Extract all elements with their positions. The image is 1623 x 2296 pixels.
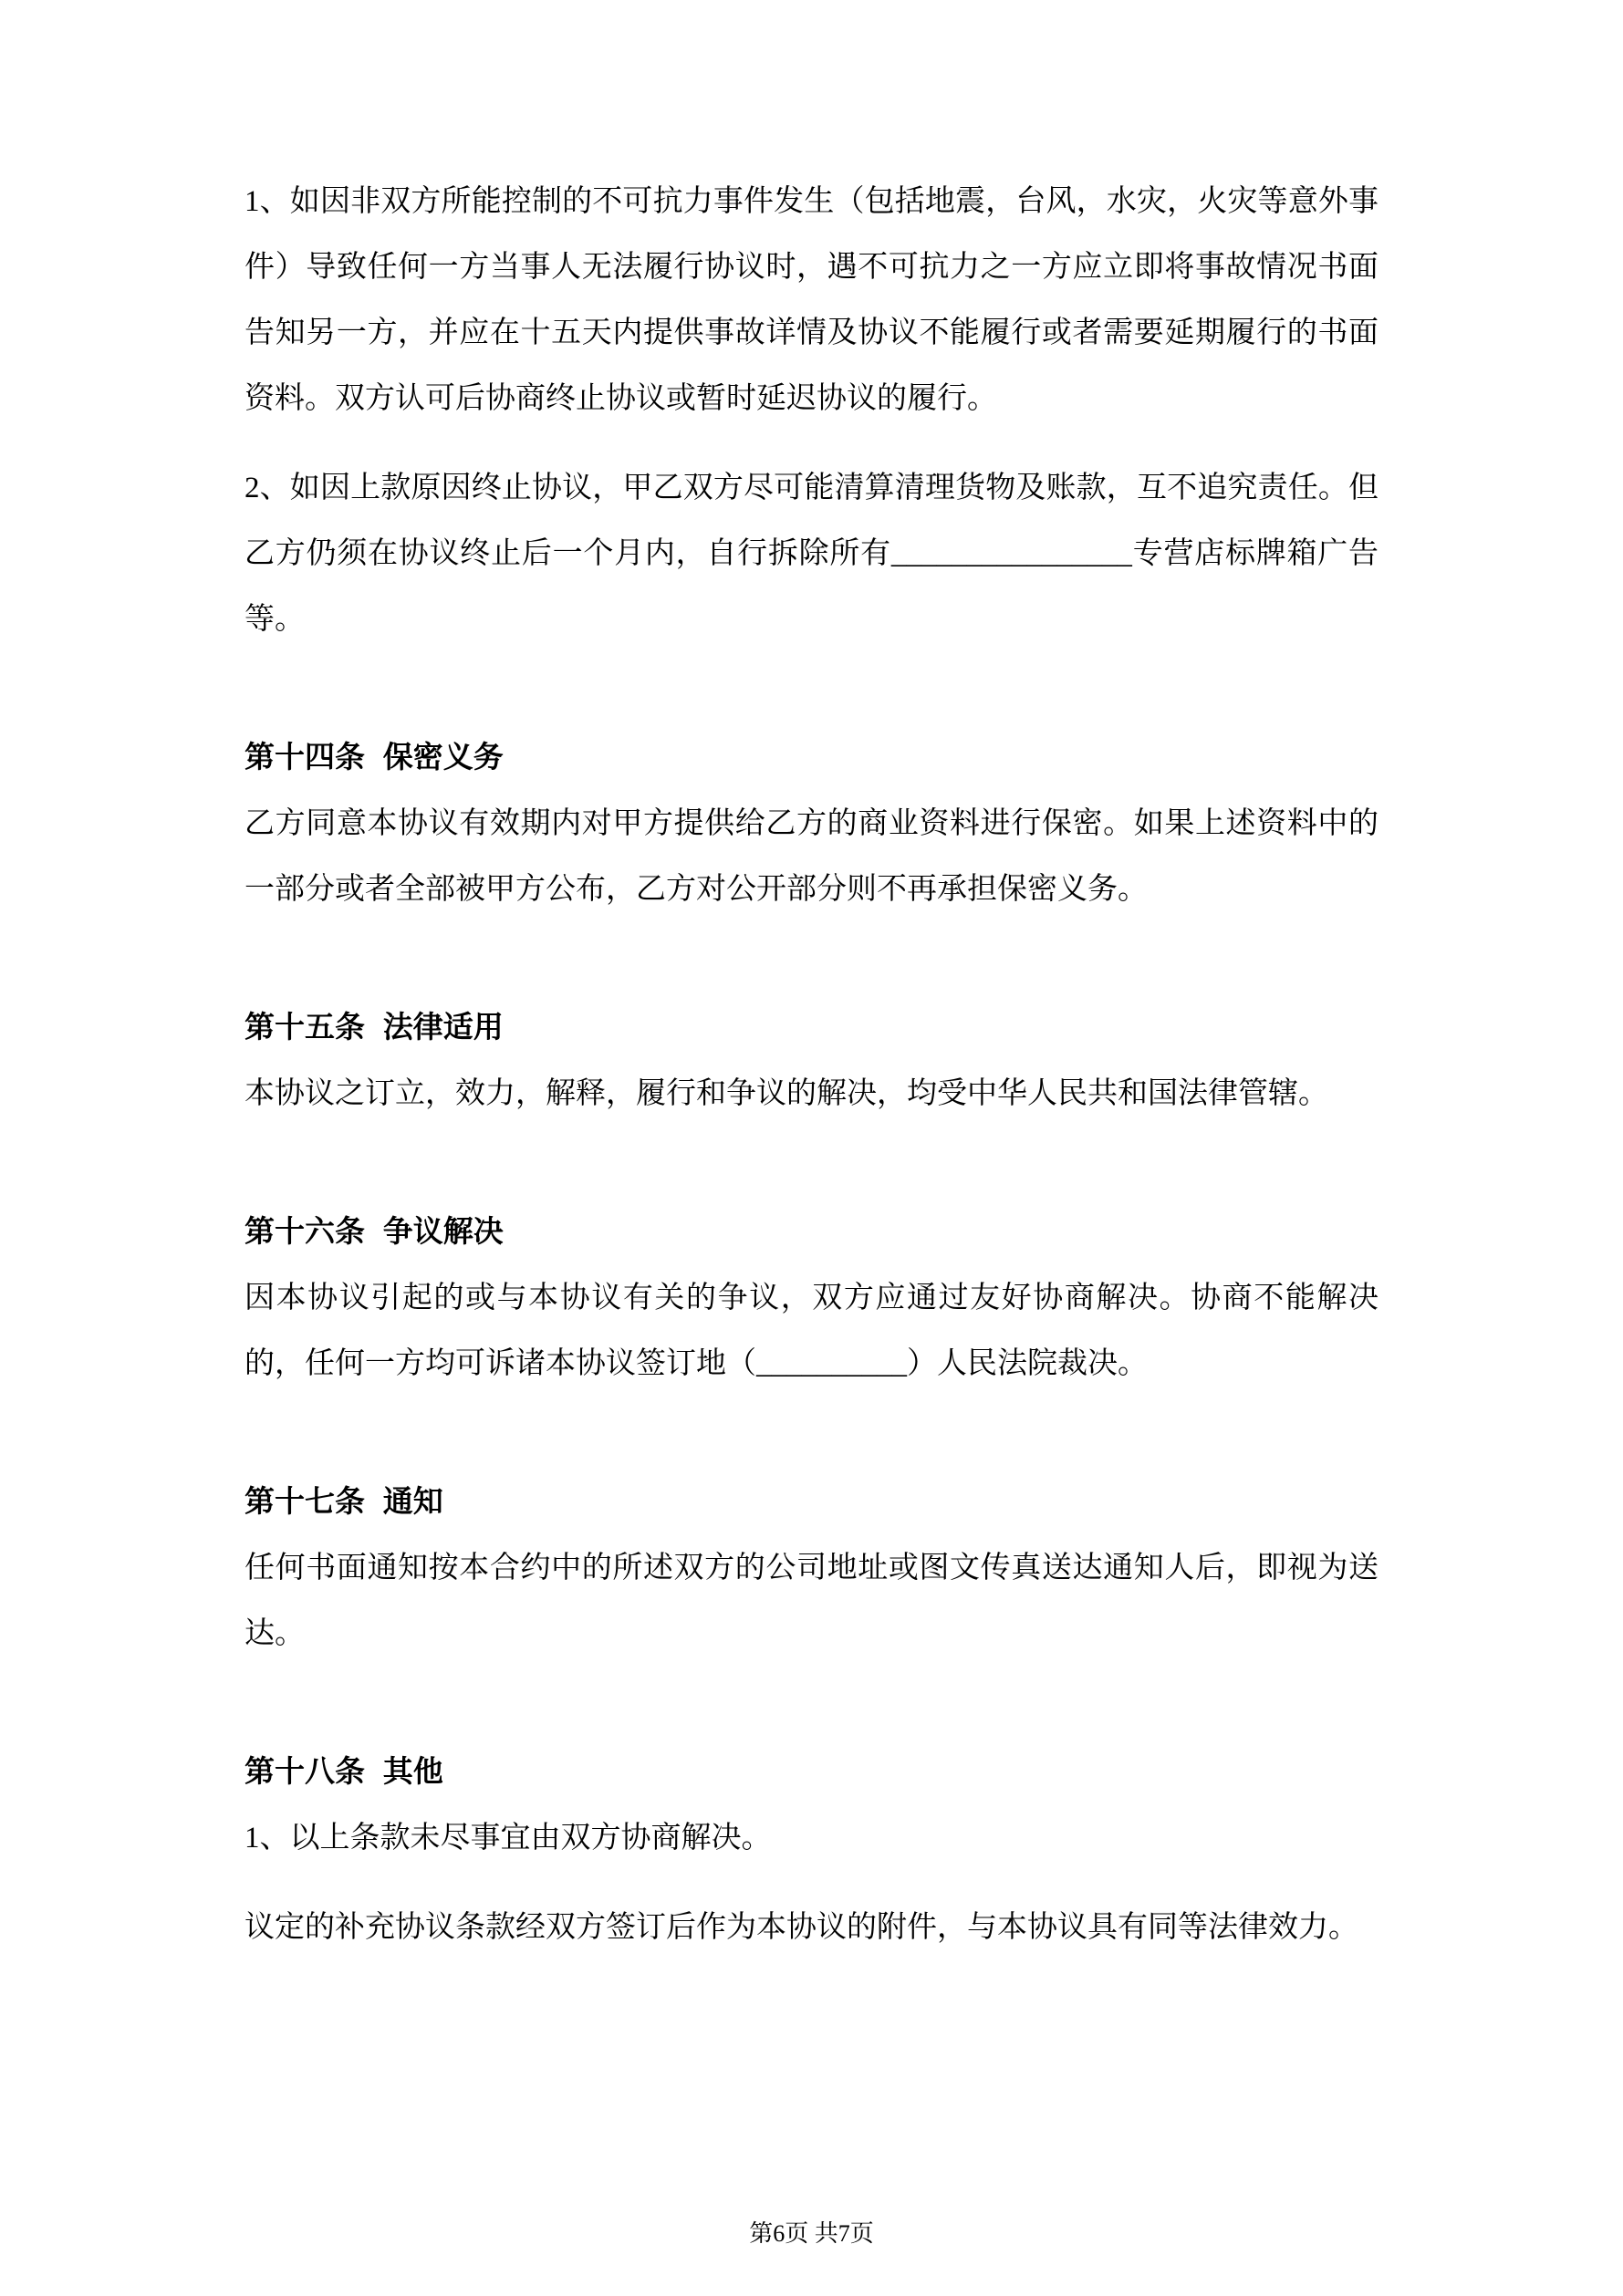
article-number: 第十四条 [244, 742, 365, 774]
article-heading [244, 1470, 1379, 1535]
article-17-notice [244, 1470, 1379, 1667]
article-body-paragraph: 议定的补充协议条款经双方签订后作为本协议的附件，与本协议具有同等法律效力。 [244, 1911, 1358, 1944]
article-number: 第十五条 [244, 1012, 365, 1044]
article-18-miscellaneous [244, 1740, 1379, 1960]
article-heading [244, 1200, 1379, 1265]
article-number: 第十八条 [244, 1756, 365, 1789]
article-heading [244, 1740, 1379, 1805]
article-14-confidentiality [244, 725, 1379, 922]
article-title: 通知 [382, 1486, 443, 1519]
article-body-paragraph: 乙方同意本协议有效期内对甲方提供给乙方的商业资料进行保密。如果上述资料中的一部分或者全部被甲方公布，乙方对公开部分则不再承担保密义务。 [244, 807, 1379, 906]
article-body-paragraph: 任何书面通知按本合约中的所述双方的公司地址或图文传真送达通知人后，即视为送达。 [244, 1552, 1379, 1650]
article-number: 第十七条 [244, 1486, 365, 1519]
article-title: 争议解决 [382, 1216, 504, 1249]
article-number: 第十六条 [244, 1216, 365, 1249]
article-heading [244, 995, 1379, 1061]
article-body-paragraph: 因本协议引起的或与本协议有关的争议，双方应通过友好协商解决。协商不能解决的，任何一方均可诉诸本协议签订地（__________）人民法院裁决。 [244, 1282, 1379, 1380]
article-15-governing-law [244, 995, 1379, 1127]
article-title: 其他 [382, 1756, 443, 1789]
article-body-paragraph: 本协议之订立，效力，解释，履行和争议的解决，均受中华人民共和国法律管辖。 [244, 1077, 1328, 1110]
article-16-dispute-resolution [244, 1200, 1379, 1397]
force-majeure-clause-2: 2、如因上款原因终止协议，甲乙双方尽可能清算清理货物及账款，互不追究责任。但乙方仍须在协议终止后一个月内，自行拆除所有________________专营店标牌箱广告等。 [244, 472, 1379, 636]
article-title: 法律适用 [382, 1012, 504, 1044]
force-majeure-clause-1: 1、如因非双方所能控制的不可抗力事件发生（包括地震，台风，水灾，火灾等意外事件）导致任何一方当事人无法履行协议时，遇不可抗力之一方应立即将事故情况书面告知另一方，并应在十五天内提供事故详情及协议不能履行或者需要延期履行的书面资料。双方认可后协商终止协议或暂时延迟协议的履行。 [244, 185, 1379, 415]
article-heading [244, 725, 1379, 791]
article-title: 保密义务 [382, 742, 504, 774]
article-body-paragraph: 1、以上条款未尽事宜由双方协商解决。 [244, 1822, 772, 1854]
page-footer: 第6页 共7页 [749, 2220, 874, 2247]
